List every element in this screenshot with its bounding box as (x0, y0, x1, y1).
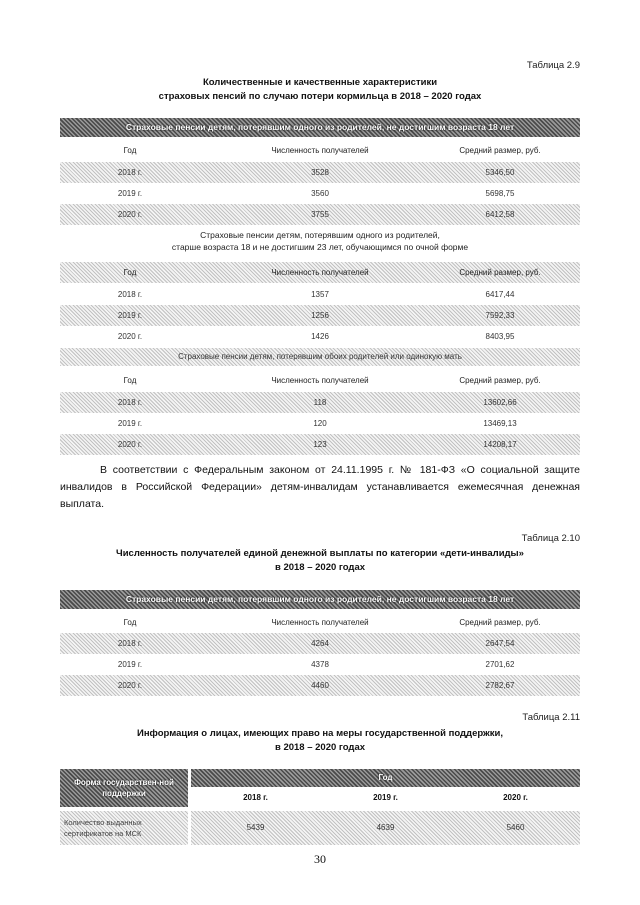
table-2-10-number: Таблица 2.10 (521, 533, 580, 544)
column-header-count: Численность получателей (271, 268, 369, 277)
table-2-9-title (60, 76, 580, 104)
cell-year: 2020 г. (117, 210, 143, 219)
cell-year: 2020 г. (117, 332, 143, 341)
table-row (60, 162, 580, 183)
cell-year: 2018 г. (117, 639, 143, 648)
header-year-group: Год (191, 769, 580, 787)
cell-year: 2019 г. (117, 311, 143, 320)
cell-year: 2018 г. (117, 168, 143, 177)
table-row (60, 284, 580, 305)
table-2-9-number: Таблица 2.9 (526, 60, 580, 71)
header-year-2018: 2018 г. (243, 793, 268, 802)
table-row (60, 413, 580, 434)
section1-heading: Страховые пенсии детям, потерявшим одного из родителей, не достигшим возраста 18 лет (60, 118, 580, 137)
cell-year: 2019 г. (117, 189, 143, 198)
cell-avg: 13602,66 (483, 398, 517, 407)
section3-heading (60, 348, 580, 366)
table-row (60, 392, 580, 413)
section2-heading-line2: старше возраста 18 и не достигшим 23 лет, обучающимся по очной форме (171, 242, 469, 252)
cell-avg: 2647,54 (485, 639, 515, 648)
table-2-9-title-line1: Количественные и качественные характеристики (202, 77, 438, 88)
cell-year: 2019 г. (117, 660, 143, 669)
table-row (60, 326, 580, 347)
section2-header-row (60, 262, 580, 283)
header-year-2019: 2019 г. (373, 793, 398, 802)
cell-avg: 6417,44 (485, 290, 515, 299)
cell-avg: 2782,67 (485, 681, 515, 690)
row-values-certificates (191, 811, 580, 845)
cell-value-2019: 4639 (376, 823, 395, 832)
column-header-avg: Средний размер, руб. (459, 146, 541, 155)
cell-avg: 7592,33 (485, 311, 515, 320)
column-header-avg: Средний размер, руб. (459, 268, 541, 277)
table-2-10-title-line2: в 2018 – 2020 годах (274, 562, 366, 573)
cell-year: 2020 г. (117, 440, 143, 449)
table-row (60, 204, 580, 225)
cell-count: 1256 (311, 311, 329, 320)
table-2-9-title-line2: страховых пенсий по случаю потери кормильца в 2018 – 2020 годах (158, 91, 482, 102)
table-row (60, 675, 580, 696)
table-2-10-title (60, 547, 580, 575)
cell-value-2020: 5460 (506, 823, 525, 832)
cell-avg: 5698,75 (485, 189, 515, 198)
header-year-2020: 2020 г. (503, 793, 528, 802)
table-2-11 (60, 769, 580, 857)
row-label-certificates: Количество выданных сертификатов на МСК (60, 811, 188, 845)
table-2-10-heading: Страховые пенсии детям, потерявшим одного из родителей, не достигшим возраста 18 лет (60, 590, 580, 609)
cell-count: 4460 (311, 681, 329, 690)
column-header-count: Численность получателей (271, 618, 369, 627)
cell-year: 2019 г. (117, 419, 143, 428)
section2-heading-line1: Страховые пенсии детям, потерявшим одного из родителей, (200, 230, 440, 240)
cell-count: 4378 (311, 660, 329, 669)
column-header-count: Численность получателей (271, 146, 369, 155)
table-2-10-header-row (60, 612, 580, 633)
column-header-avg: Средний размер, руб. (459, 618, 541, 627)
cell-year: 2018 г. (117, 290, 143, 299)
cell-count: 120 (313, 419, 327, 428)
cell-count: 3560 (311, 189, 329, 198)
column-header-year: Год (123, 618, 137, 627)
header-years-row (191, 789, 580, 807)
cell-avg: 8403,95 (485, 332, 515, 341)
table-2-11-title-line1: Информация о лицах, имеющих право на меры государственной поддержки, (136, 728, 503, 739)
cell-avg: 14208,17 (483, 440, 517, 449)
page-number: 30 (314, 852, 326, 866)
cell-year: 2018 г. (117, 398, 143, 407)
cell-value-2018: 5439 (246, 823, 265, 832)
section3-heading-text: Страховые пенсии детям, потерявшим обоих родителей или одинокую мать (178, 352, 462, 361)
table-row (60, 305, 580, 326)
column-header-avg: Средний размер, руб. (459, 376, 541, 385)
table-row (60, 633, 580, 654)
cell-count: 3755 (311, 210, 329, 219)
body-paragraph-text: В соответствии с Федеральным законом от 24.11.1995 г. № 181-ФЗ «О социальной защите инвалидов в Российской Федерации» детям-инвалидам устанавливается ежемесячная денежная выплата. (60, 464, 580, 510)
cell-count: 123 (313, 440, 327, 449)
cell-avg: 2701,62 (485, 660, 515, 669)
table-2-11-number: Таблица 2.11 (522, 712, 580, 723)
cell-avg: 13469,13 (483, 419, 517, 428)
column-header-year: Год (123, 146, 137, 155)
table-2-11-title-line2: в 2018 – 2020 годах (274, 742, 366, 753)
table-2-11-title (60, 727, 580, 755)
cell-count: 3528 (311, 168, 329, 177)
body-paragraph (60, 462, 580, 513)
header-support-form: Форма государствен-ной поддержки (60, 769, 188, 807)
column-header-count: Численность получателей (271, 376, 369, 385)
table-2-10-title-line1: Численность получателей единой денежной выплаты по категории «дети-инвалиды» (116, 548, 524, 559)
column-header-year: Год (123, 268, 137, 277)
cell-year: 2020 г. (117, 681, 143, 690)
cell-count: 1426 (311, 332, 329, 341)
cell-count: 4264 (311, 639, 329, 648)
cell-count: 118 (313, 398, 327, 407)
column-header-year: Год (123, 376, 137, 385)
table-row (60, 183, 580, 204)
section3-header-row (60, 370, 580, 391)
table-row (60, 434, 580, 455)
table-row (60, 654, 580, 675)
section1-header-row (60, 140, 580, 161)
cell-count: 1357 (311, 290, 329, 299)
cell-avg: 5346,50 (485, 168, 515, 177)
section2-heading (60, 229, 580, 253)
cell-avg: 6412,58 (485, 210, 515, 219)
